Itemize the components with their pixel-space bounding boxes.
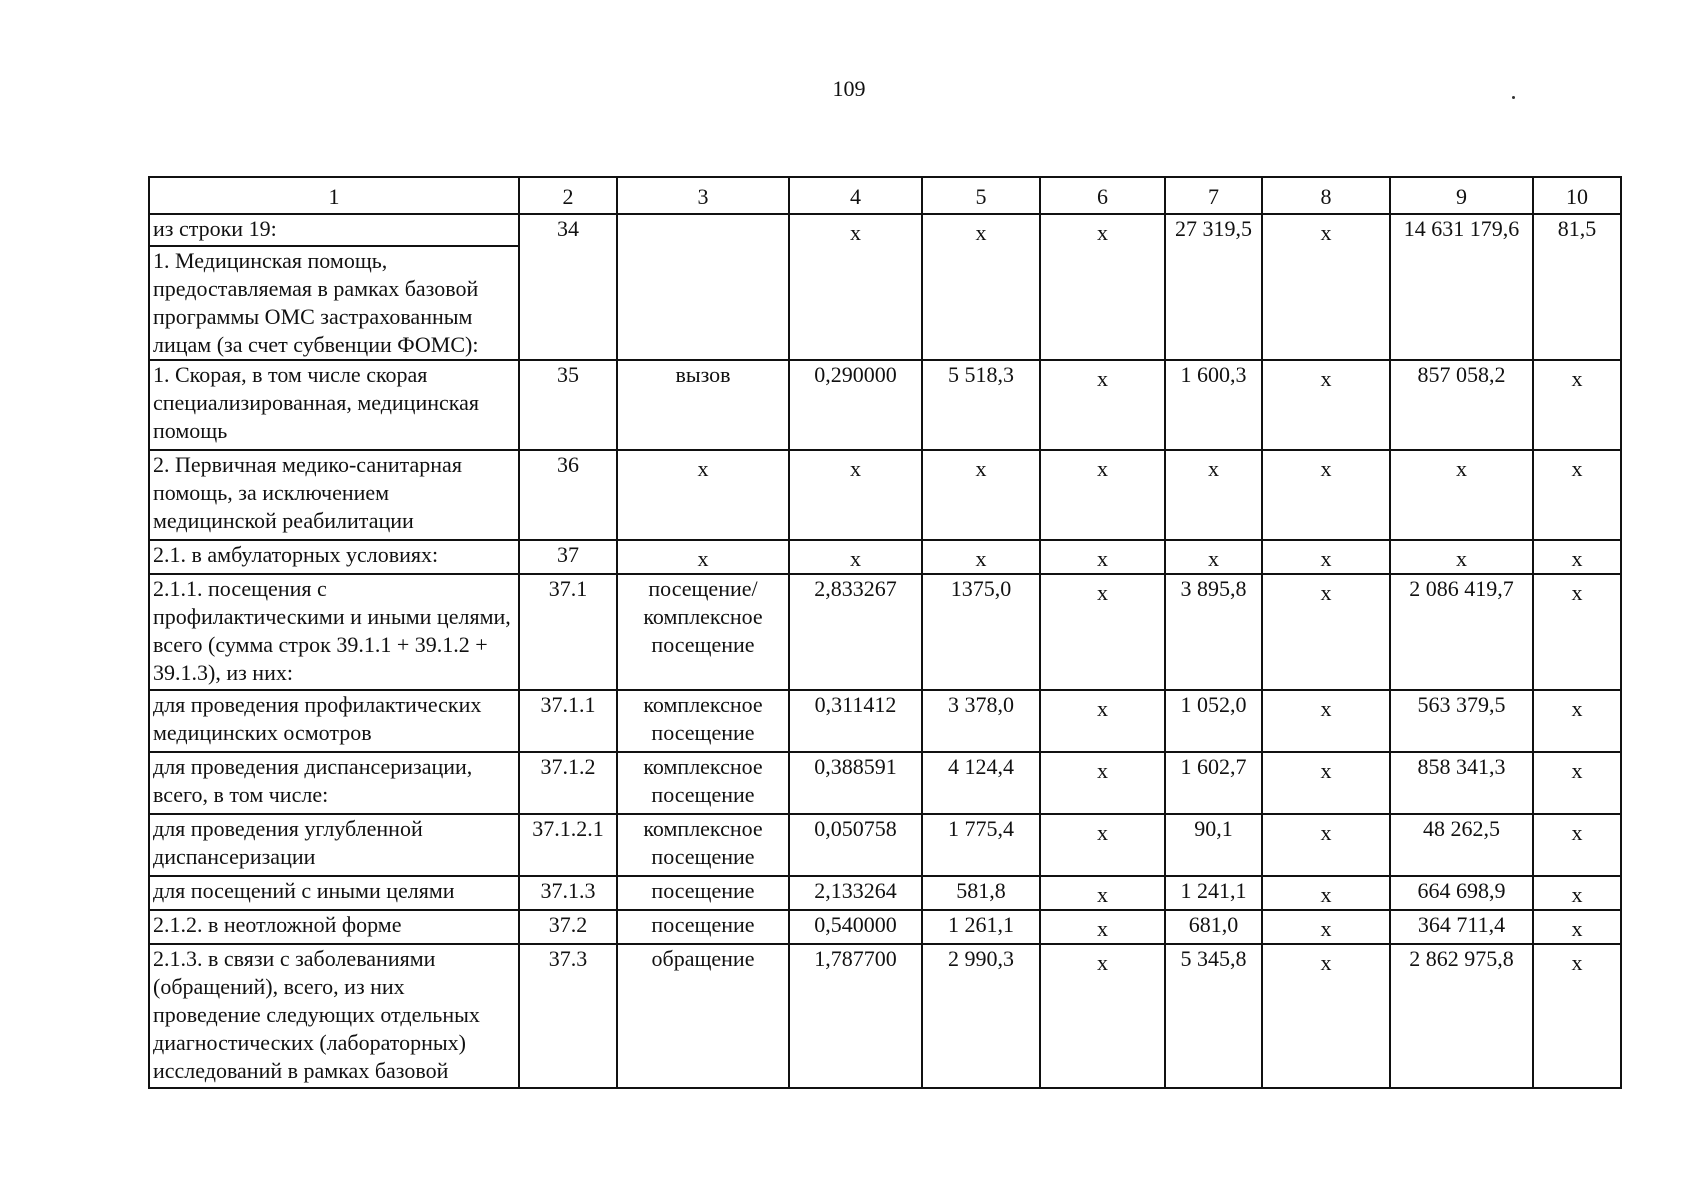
column-header: 8 bbox=[1262, 177, 1390, 214]
column-header: 9 bbox=[1390, 177, 1533, 214]
table-cell: x bbox=[1533, 540, 1621, 574]
table-cell: x bbox=[1262, 540, 1390, 574]
table-cell: 2 862 975,8 bbox=[1390, 944, 1533, 1088]
table-row bbox=[149, 360, 1621, 450]
row-code: 37.3 bbox=[519, 944, 617, 1088]
table-row bbox=[149, 214, 1621, 246]
table-cell: x bbox=[789, 540, 922, 574]
table-cell: x bbox=[1262, 574, 1390, 690]
table-cell: 0,050758 bbox=[789, 814, 922, 876]
unit-cell: посещение bbox=[617, 910, 789, 944]
row-label: для проведения профилактических медицинских осмотров bbox=[149, 690, 519, 752]
table-cell: 90,1 bbox=[1165, 814, 1262, 876]
unit-cell: x bbox=[617, 540, 789, 574]
header-row bbox=[149, 177, 1621, 214]
table-cell: 0,290000 bbox=[789, 360, 922, 450]
row-label: для проведения диспансеризации, всего, в том числе: bbox=[149, 752, 519, 814]
table-cell: x bbox=[1262, 214, 1390, 360]
table-cell: 1 602,7 bbox=[1165, 752, 1262, 814]
row-label: 2.1. в амбулаторных условиях: bbox=[149, 540, 519, 574]
unit-cell bbox=[617, 214, 789, 360]
table-cell: 664 698,9 bbox=[1390, 876, 1533, 910]
table-row bbox=[149, 910, 1621, 944]
table-row bbox=[149, 574, 1621, 690]
table-cell: 1375,0 bbox=[922, 574, 1040, 690]
table-row bbox=[149, 690, 1621, 752]
row-code: 35 bbox=[519, 360, 617, 450]
table-cell: x bbox=[1533, 752, 1621, 814]
row-code: 37 bbox=[519, 540, 617, 574]
table-cell: x bbox=[1040, 360, 1165, 450]
table-cell: x bbox=[1040, 214, 1165, 360]
table-cell: x bbox=[1533, 690, 1621, 752]
table-cell: x bbox=[1040, 876, 1165, 910]
row-label: 2.1.2. в неотложной форме bbox=[149, 910, 519, 944]
table-cell: x bbox=[1040, 540, 1165, 574]
table-cell: x bbox=[1533, 876, 1621, 910]
column-header: 6 bbox=[1040, 177, 1165, 214]
table-cell: 5 345,8 bbox=[1165, 944, 1262, 1088]
unit-cell: комплексное посещение bbox=[617, 752, 789, 814]
table-cell: 1 052,0 bbox=[1165, 690, 1262, 752]
table-row bbox=[149, 814, 1621, 876]
table-row bbox=[149, 876, 1621, 910]
data-table bbox=[148, 176, 1622, 1089]
row-label: для посещений с иными целями bbox=[149, 876, 519, 910]
row-label: из строки 19: bbox=[149, 214, 519, 246]
row-code: 36 bbox=[519, 450, 617, 540]
row-code: 34 bbox=[519, 214, 617, 360]
table-cell: x bbox=[1165, 540, 1262, 574]
table-cell: 3 378,0 bbox=[922, 690, 1040, 752]
table-cell: x bbox=[1533, 814, 1621, 876]
row-label: 2.1.1. посещения с профилактическими и иными целями, всего (сумма строк 39.1.1 + 39.1.2 + 39.1.3), из них: bbox=[149, 574, 519, 690]
table-cell: 4 124,4 bbox=[922, 752, 1040, 814]
table-row bbox=[149, 540, 1621, 574]
table-cell: x bbox=[1262, 450, 1390, 540]
table-cell: x bbox=[1262, 360, 1390, 450]
table-cell: x bbox=[789, 450, 922, 540]
column-header: 3 bbox=[617, 177, 789, 214]
table-cell: 27 319,5 bbox=[1165, 214, 1262, 360]
table-cell: 3 895,8 bbox=[1165, 574, 1262, 690]
column-header: 1 bbox=[149, 177, 519, 214]
table-cell: x bbox=[1040, 574, 1165, 690]
row-code: 37.1.2.1 bbox=[519, 814, 617, 876]
table-cell: x bbox=[922, 540, 1040, 574]
row-code: 37.1.1 bbox=[519, 690, 617, 752]
row-label: 2.1.3. в связи с заболеваниями (обращений), всего, из них проведение следующих отдельных диагностических (лабораторных) исследований в рамках базовой bbox=[149, 944, 519, 1088]
scan-speck bbox=[1512, 96, 1515, 99]
page-number: 109 bbox=[832, 76, 866, 101]
table-cell: x bbox=[1040, 690, 1165, 752]
table-cell: x bbox=[1040, 944, 1165, 1088]
column-header: 10 bbox=[1533, 177, 1621, 214]
table-cell: 1 241,1 bbox=[1165, 876, 1262, 910]
table-cell: 2 086 419,7 bbox=[1390, 574, 1533, 690]
table-cell: 81,5 bbox=[1533, 214, 1621, 360]
table-cell: 0,540000 bbox=[789, 910, 922, 944]
row-label: 1. Медицинская помощь, предоставляемая в рамках базовой программы ОМС застрахованным лицам (за счет субвенции ФОМС): bbox=[149, 246, 519, 360]
table-cell: 5 518,3 bbox=[922, 360, 1040, 450]
table-cell: 2 990,3 bbox=[922, 944, 1040, 1088]
table-cell: x bbox=[1165, 450, 1262, 540]
table-cell: x bbox=[1533, 574, 1621, 690]
table-cell: x bbox=[789, 214, 922, 360]
table-cell: x bbox=[1533, 910, 1621, 944]
table-cell: 364 711,4 bbox=[1390, 910, 1533, 944]
table-cell: x bbox=[1040, 752, 1165, 814]
table-cell: x bbox=[1262, 944, 1390, 1088]
table-cell: x bbox=[922, 214, 1040, 360]
unit-cell: обращение bbox=[617, 944, 789, 1088]
column-header: 7 bbox=[1165, 177, 1262, 214]
table-cell: 857 058,2 bbox=[1390, 360, 1533, 450]
table-cell: 681,0 bbox=[1165, 910, 1262, 944]
table-cell: x bbox=[1262, 752, 1390, 814]
table-cell: x bbox=[922, 450, 1040, 540]
table-cell: x bbox=[1533, 360, 1621, 450]
table-cell: 581,8 bbox=[922, 876, 1040, 910]
table-cell: 48 262,5 bbox=[1390, 814, 1533, 876]
row-label: для проведения углубленной диспансеризации bbox=[149, 814, 519, 876]
table-cell: x bbox=[1262, 690, 1390, 752]
table-cell: 1 600,3 bbox=[1165, 360, 1262, 450]
row-code: 37.1.2 bbox=[519, 752, 617, 814]
table-cell: 1 775,4 bbox=[922, 814, 1040, 876]
table-row bbox=[149, 944, 1621, 1088]
unit-cell: вызов bbox=[617, 360, 789, 450]
table-cell: 1 261,1 bbox=[922, 910, 1040, 944]
unit-cell: посещение bbox=[617, 876, 789, 910]
table-cell: x bbox=[1533, 944, 1621, 1088]
unit-cell: комплексное посещение bbox=[617, 690, 789, 752]
table-cell: 2,833267 bbox=[789, 574, 922, 690]
table-cell: 14 631 179,6 bbox=[1390, 214, 1533, 360]
unit-cell: x bbox=[617, 450, 789, 540]
table-cell: x bbox=[1262, 910, 1390, 944]
table-cell: x bbox=[1390, 450, 1533, 540]
table-cell: 858 341,3 bbox=[1390, 752, 1533, 814]
table-cell: x bbox=[1262, 814, 1390, 876]
table-row bbox=[149, 450, 1621, 540]
table-cell: 1,787700 bbox=[789, 944, 922, 1088]
column-header: 2 bbox=[519, 177, 617, 214]
row-code: 37.1 bbox=[519, 574, 617, 690]
table-cell: 0,311412 bbox=[789, 690, 922, 752]
column-header: 4 bbox=[789, 177, 922, 214]
table-cell: 563 379,5 bbox=[1390, 690, 1533, 752]
column-header: 5 bbox=[922, 177, 1040, 214]
table-cell: 2,133264 bbox=[789, 876, 922, 910]
table-cell: x bbox=[1262, 876, 1390, 910]
row-code: 37.1.3 bbox=[519, 876, 617, 910]
row-label: 1. Скорая, в том числе скорая специализированная, медицинская помощь bbox=[149, 360, 519, 450]
table-cell: x bbox=[1533, 450, 1621, 540]
table-cell: x bbox=[1040, 450, 1165, 540]
row-label: 2. Первичная медико-санитарная помощь, за исключением медицинской реабилитации bbox=[149, 450, 519, 540]
unit-cell: посещение/ комплексное посещение bbox=[617, 574, 789, 690]
table-cell: x bbox=[1040, 910, 1165, 944]
table-cell: 0,388591 bbox=[789, 752, 922, 814]
table-cell: x bbox=[1040, 814, 1165, 876]
row-code: 37.2 bbox=[519, 910, 617, 944]
table-row bbox=[149, 752, 1621, 814]
table-cell: x bbox=[1390, 540, 1533, 574]
unit-cell: комплексное посещение bbox=[617, 814, 789, 876]
